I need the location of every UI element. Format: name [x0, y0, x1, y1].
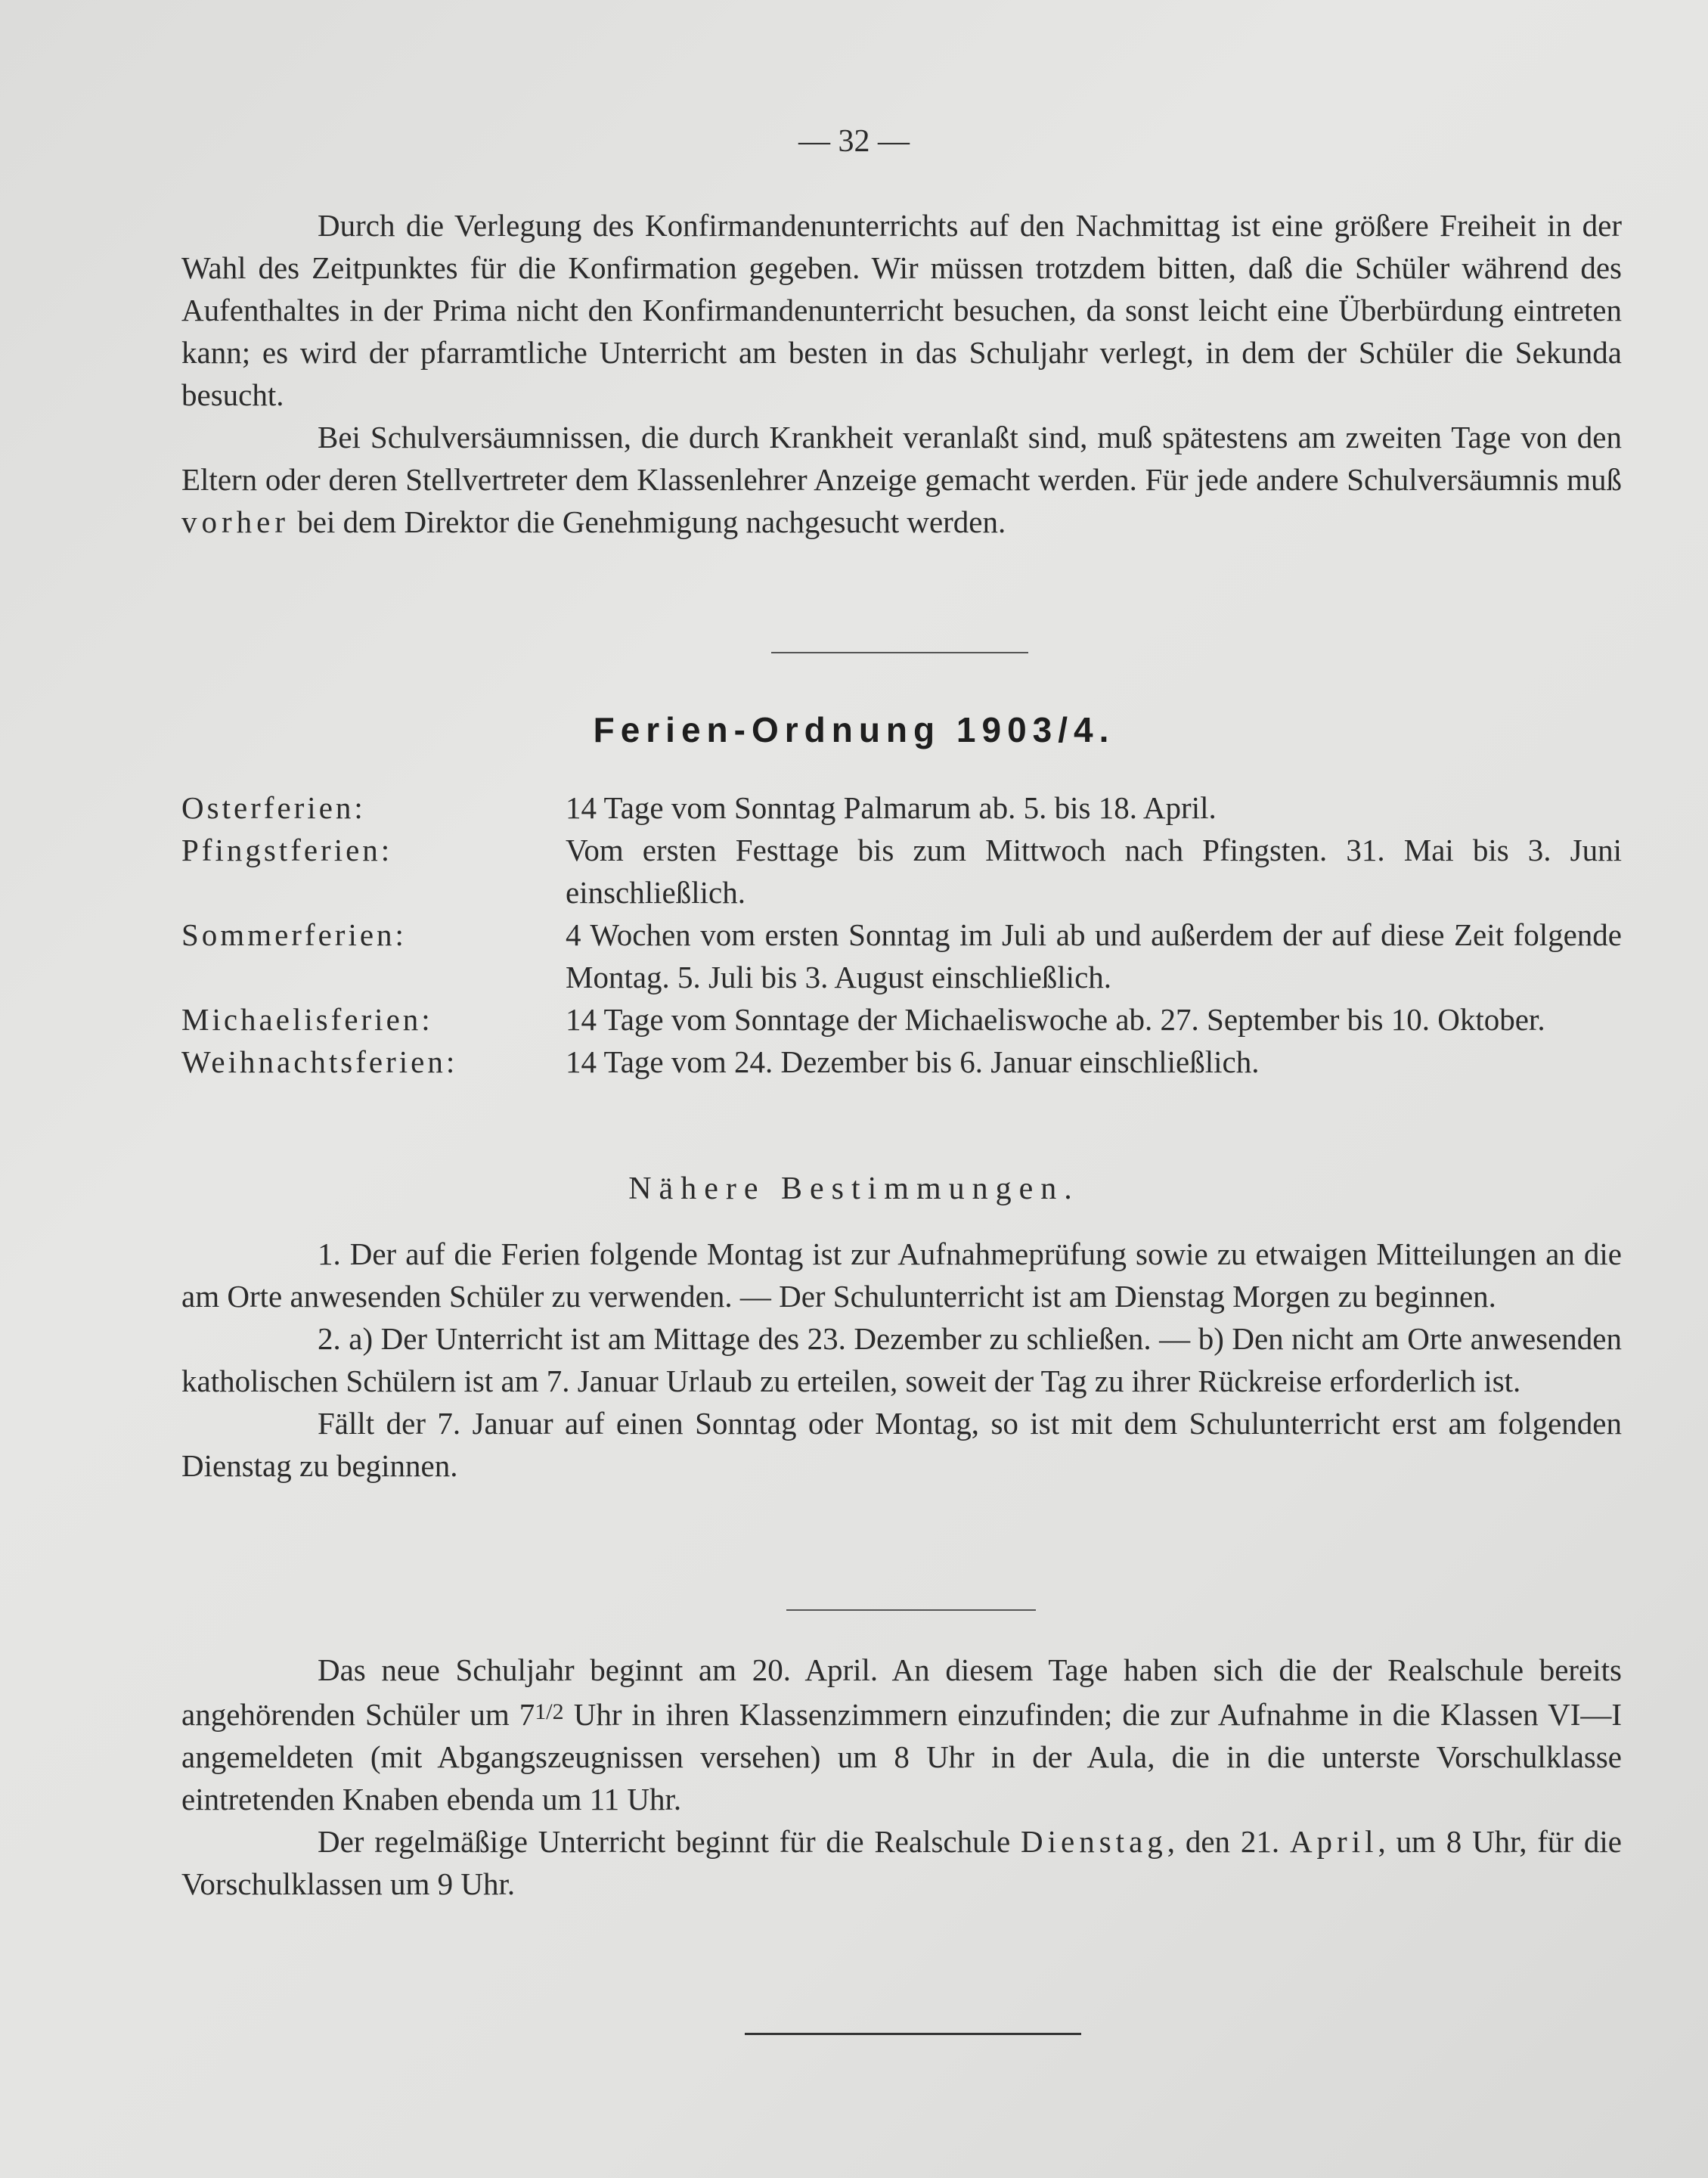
- emphasis-april: April: [1289, 1824, 1378, 1859]
- ferien-row: [181, 786, 1622, 829]
- ferien-ordnung-heading: Ferien-Ordnung 1903/4.: [593, 710, 1115, 749]
- ferien-description: Vom ersten Festtage bis zum Mittwoch nach Pfingsten. 31. Mai bis 3. Juni einschließlich.: [566, 833, 1622, 910]
- text-span: , um 8 Uhr, für die Vorschulklassen um 9 Uhr.: [181, 1824, 1622, 1901]
- fraction-half: 1/2: [535, 1699, 564, 1724]
- ferien-label: Weihnachtsferien:: [181, 1044, 458, 1079]
- bestimmung-2: 2. a) Der Unterricht ist am Mittage des 23. Dezember zu schließen. — b) Den nicht am Orte anwesenden katholischen Schülern ist am 7. Januar Urlaub zu erteilen, soweit der Tag zu ihrer Rückreise erforderlich ist.: [181, 1321, 1622, 1398]
- end-rule: [745, 2033, 1081, 2035]
- text-span: Bei Schulversäumnissen, die durch Krankheit veranlaßt sind, muß spätestens am zweiten Tage von den Eltern oder deren Stellvertreter dem Klassenlehrer Anzeige gemacht werden. Für jede andere Schulversäumnis muß: [181, 420, 1622, 497]
- text-span: bei dem Direktor die Genehmigung nachgesucht werden.: [290, 504, 1006, 539]
- text-span: , den 21.: [1167, 1824, 1290, 1859]
- ferien-row: [181, 829, 1622, 914]
- konfirmation-paragraph: Durch die Verlegung des Konfirmandenunterrichts auf den Nachmittag ist eine größere Freiheit in der Wahl des Zeitpunktes für die Konfirmation gegeben. Wir müssen trotzdem bitten, daß die Schüler während des Aufenthaltes in der Prima nicht den Konfirmandenunterricht besuchen, da sonst leicht eine Überbürdung eintreten kann; es wird der pfarramtliche Unterricht am besten in das Schuljahr verlegt, in dem der Schüler die Sekunda besucht.: [181, 208, 1622, 412]
- ferien-row: [181, 1041, 1622, 1083]
- ferien-description: 14 Tage vom 24. Dezember bis 6. Januar einschließlich.: [566, 1044, 1260, 1079]
- schuljahr-paragraph: [181, 1649, 1622, 1820]
- unterricht-beginn-paragraph: [181, 1820, 1622, 1905]
- bestimmung-1: 1. Der auf die Ferien folgende Montag ist zur Aufnahmeprüfung sowie zu etwaigen Mitteilungen an die am Orte anwesenden Schüler zu verwenden. — Der Schulunterricht ist am Dienstag Morgen zu beginnen.: [181, 1236, 1622, 1314]
- ferien-description: 14 Tage vom Sonntage der Michaeliswoche ab. 27. September bis 10. Oktober.: [566, 1002, 1545, 1037]
- bestimmungen-section: [181, 1233, 1622, 1487]
- bestimmung-3: Fällt der 7. Januar auf einen Sonntag oder Montag, so ist mit dem Schulunterricht erst am folgenden Dienstag zu beginnen.: [181, 1406, 1622, 1483]
- section-divider: [786, 1609, 1036, 1611]
- ferien-label: Sommerferien:: [181, 917, 407, 952]
- emphasis-dienstag: Dienstag: [1021, 1824, 1167, 1859]
- text-span: Uhr in ihren Klassenzimmern einzufinden; die zur Aufnahme in die Klassen VI—I angemeldeten (mit Abgangszeugnissen versehen) um 8 Uhr in der Aula, die in die unterste Vorschulklasse eintretenden Knaben ebenda um 11 Uhr.: [181, 1697, 1622, 1817]
- schulversaeumnis-paragraph: [181, 416, 1622, 543]
- closing-section: [181, 1649, 1622, 1905]
- ferien-label: Osterferien:: [181, 790, 366, 825]
- text-span: Das neue Schuljahr beginnt am 20. April. An diesem Tage haben sich die der Realschule bereits angehörenden Schüler um 7: [181, 1652, 1622, 1732]
- intro-section: [181, 204, 1622, 543]
- section-divider: [771, 652, 1028, 653]
- ferien-row: [181, 998, 1622, 1041]
- ferien-table: [181, 786, 1622, 1083]
- ferien-label: Pfingstferien:: [181, 833, 393, 867]
- naehere-bestimmungen-heading: Nähere Bestimmungen.: [628, 1171, 1080, 1206]
- ferien-row: [181, 914, 1622, 998]
- ferien-label: Michaelisferien:: [181, 1002, 433, 1037]
- ferien-description: 14 Tage vom Sonntag Palmarum ab. 5. bis 18. April.: [566, 790, 1217, 825]
- text-span: Der regelmäßige Unterricht beginnt für die Realschule: [318, 1824, 1021, 1859]
- ferien-description: 4 Wochen vom ersten Sonntag im Juli ab und außerdem der auf diese Zeit folgende Montag. 5. Juli bis 3. August einschließlich.: [566, 917, 1622, 994]
- emphasis-vorher: vorher: [181, 504, 290, 539]
- page-number: — 32 —: [798, 124, 910, 159]
